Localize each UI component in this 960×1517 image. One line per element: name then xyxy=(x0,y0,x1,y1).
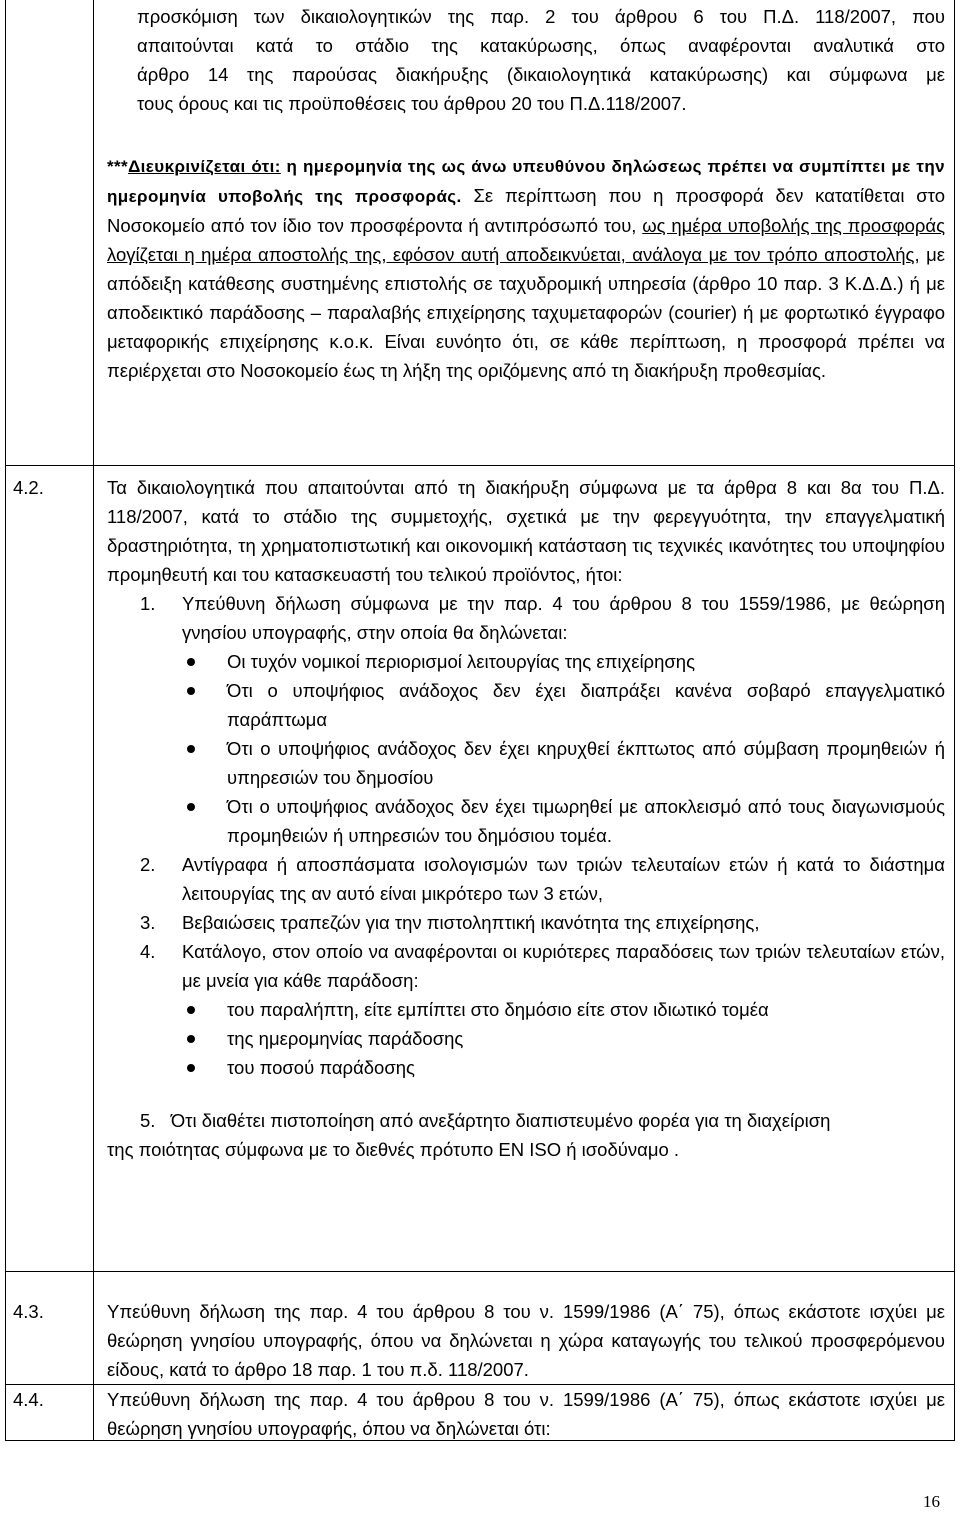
bullet-item xyxy=(107,734,945,792)
bullet-item xyxy=(107,1053,945,1082)
bullet-item xyxy=(107,792,945,850)
list-number: 2. xyxy=(140,854,156,875)
page-number: 16 xyxy=(923,1492,940,1511)
list-number: 4. xyxy=(140,941,156,962)
clarification-body: Σε περίπτωση που η προσφορά δεν κατατίθεται στο Νοσοκομείο από τον ίδιο τον προσφέροντα ή αντιπρόσωπό του, xyxy=(107,185,945,236)
text-line: απαιτούνται κατά το στάδιο της κατακύρωσης, όπως αναφέρονται αναλυτικά στο xyxy=(137,35,945,56)
top-paragraph xyxy=(137,2,945,118)
text-line: τους όρους και τις προϋποθέσεις του άρθρου 20 του Π.Δ.118/2007. xyxy=(137,93,687,114)
text-line: προσκόμιση των δικαιολογητικών της παρ. 2 του άρθρου 6 του Π.Δ. 118/2007, που xyxy=(137,6,945,27)
clarification-heading: Διευκρινίζεται ότι: xyxy=(128,157,281,176)
bullet-text: Ότι ο υποψήφιος ανάδοχος δεν έχει διαπράξει κανένα σοβαρό επαγγελματικό παράπτωμα xyxy=(227,680,945,730)
row-divider xyxy=(5,465,955,466)
bullet-icon xyxy=(187,687,195,695)
section-4-3 xyxy=(107,1297,945,1384)
bullet-icon xyxy=(187,658,195,666)
bullet-item xyxy=(107,676,945,734)
bullet-text: του παραλήπτη, είτε εμπίπτει στο δημόσιο είτε στον ιδιωτικό τομέα xyxy=(227,999,769,1020)
bullet-text: Ότι ο υποψήφιος ανάδοχος δεν έχει κηρυχθεί έκπτωτος από σύμβαση προμηθειών ή υπηρεσιών του δημοσίου xyxy=(227,738,945,788)
list-item-text: Αντίγραφα ή αποσπάσματα ισολογισμών των τριών τελευταίων ετών ή κατά το διάστημα λειτουργίας της αν αυτό είναι μικρότερο των 3 ετών, xyxy=(182,854,945,904)
list-item-text: Υπεύθυνη δήλωση σύμφωνα με την παρ. 4 του άρθρου 8 του 1559/1986, με θεώρηση γνησίου υπογραφής, στην οποία θα δηλώνεται: xyxy=(182,593,945,643)
bullet-icon xyxy=(187,1006,195,1014)
bullet-icon xyxy=(187,745,195,753)
table-border-right xyxy=(954,0,955,1440)
clarification-stars: *** xyxy=(107,157,129,176)
clarification-underlined: ως ημέρα υποβολής της προσφοράς λογίζεται η ημέρα αποστολής της, εφόσον αυτή αποδεικνύεται, ανάλογα με τον τρόπο αποστολής, xyxy=(107,215,945,265)
section-text: Υπεύθυνη δήλωση της παρ. 4 του άρθρου 8 του ν. 1599/1986 (Α΄ 75), όπως εκάστοτε ισχύει με θεώρηση γνησίου υπογραφής, όπου να δηλώνεται η χώρα καταγωγής του τελικού προσφερόμενου είδους, κατά το άρθρο 18 παρ. 1 του π.δ. 118/2007. xyxy=(107,1301,945,1380)
bullet-icon xyxy=(187,1064,195,1072)
bullet-text: του ποσού παράδοσης xyxy=(227,1057,415,1078)
list-number: 1. xyxy=(140,593,156,614)
list-number: 3. xyxy=(140,912,156,933)
section-number: 4.4. xyxy=(13,1389,44,1410)
bullet-text: Οι τυχόν νομικοί περιορισμοί λειτουργίας της επιχείρησης xyxy=(227,651,695,672)
list-item xyxy=(107,908,945,937)
table-border-left xyxy=(5,0,6,1440)
list-item xyxy=(107,850,945,908)
table-border-divider xyxy=(93,0,94,1440)
section-text: Υπεύθυνη δήλωση της παρ. 4 του άρθρου 8 του ν. 1599/1986 (Α΄ 75), όπως εκάστοτε ισχύει με θεώρηση γνησίου υπογραφής, όπου να δηλώνεται ότι: xyxy=(107,1389,945,1439)
item-5-line-2: της ποιότητας σύμφωνα με το διεθνές πρότυπο EN ISO ή ισοδύναμο . xyxy=(107,1139,680,1160)
section-number: 4.2. xyxy=(13,477,44,498)
bullet-item xyxy=(107,647,945,676)
clarification-paragraph xyxy=(107,151,945,385)
section-intro: Τα δικαιολογητικά που απαιτούνται από τη διακήρυξη σύμφωνα με τα άρθρα 8 και 8α του Π.Δ. 118/2007, κατά το στάδιο της συμμετοχής, σχετικά με την φερεγγυότητα, την επαγγελματική δραστηριότητα, τη χρηματοπιστωτική και οικονομική κατάσταση τις τεχνικές ικανότητες του υποψηφίου προμηθευτή και του κατασκευαστή του τελικού προϊόντος, ήτοι: xyxy=(107,477,945,585)
bullet-item xyxy=(107,995,945,1024)
item-5-line-1: 5. Ότι διαθέτει πιστοποίηση από ανεξάρτητο διαπιστευμένο φορέα για τη διαχείριση xyxy=(140,1110,831,1131)
section-4-2 xyxy=(107,473,945,1164)
text-line: άρθρο 14 της παρούσας διακήρυξης (δικαιολογητικά κατακύρωσης) και σύμφωνα με xyxy=(137,64,945,85)
bullet-icon xyxy=(187,803,195,811)
list-item xyxy=(107,937,945,995)
section-4-4 xyxy=(107,1385,945,1443)
section-number: 4.3. xyxy=(13,1301,44,1322)
list-item xyxy=(107,589,945,647)
bullet-item xyxy=(107,1024,945,1053)
clarification-text xyxy=(107,151,945,385)
list-item-text: Κατάλογο, στον οποίο να αναφέρονται οι κυριότερες παραδόσεις των τριών τελευταίων ετών, με μνεία για κάθε παράδοση: xyxy=(182,941,945,991)
clarification-bold-text: η ημερομηνία της ως άνω υπευθύνου δηλώσεως πρέπει να συμπίπτει με την ημερομηνία υποβολής της προσφοράς. xyxy=(107,157,946,206)
row-divider xyxy=(5,1271,955,1272)
list-item-text: Βεβαιώσεις τραπεζών για την πιστοληπτική ικανότητα της επιχείρησης, xyxy=(182,912,760,933)
bullet-icon xyxy=(187,1035,195,1043)
bullet-text: της ημερομηνίας παράδοσης xyxy=(227,1028,464,1049)
bullet-text: Ότι ο υποψήφιος ανάδοχος δεν έχει τιμωρηθεί με αποκλεισμό από τους διαγωνισμούς προμηθειών ή υπηρεσιών του δημόσιου τομέα. xyxy=(227,796,945,846)
clarification-body-2: με απόδειξη κατάθεσης συστημένης επιστολής σε ταχυδρομική υπηρεσία (άρθρο 10 παρ. 3 Κ.Δ.Δ.) ή με αποδεικτικό παράδοσης – παραλαβής επιχείρησης ταχυμεταφορών (courier) ή με φορτωτικό έγγραφο μεταφορικής επιχείρησης κ.ο.κ. Είναι ευνόητο ότι, σε κάθε περίπτωση, η προσφορά πρέπει να περιέρχεται στο Νοσοκομείο έως τη λήξη της οριζόμενης από τη διακήρυξη προθεσμίας. xyxy=(107,244,945,381)
